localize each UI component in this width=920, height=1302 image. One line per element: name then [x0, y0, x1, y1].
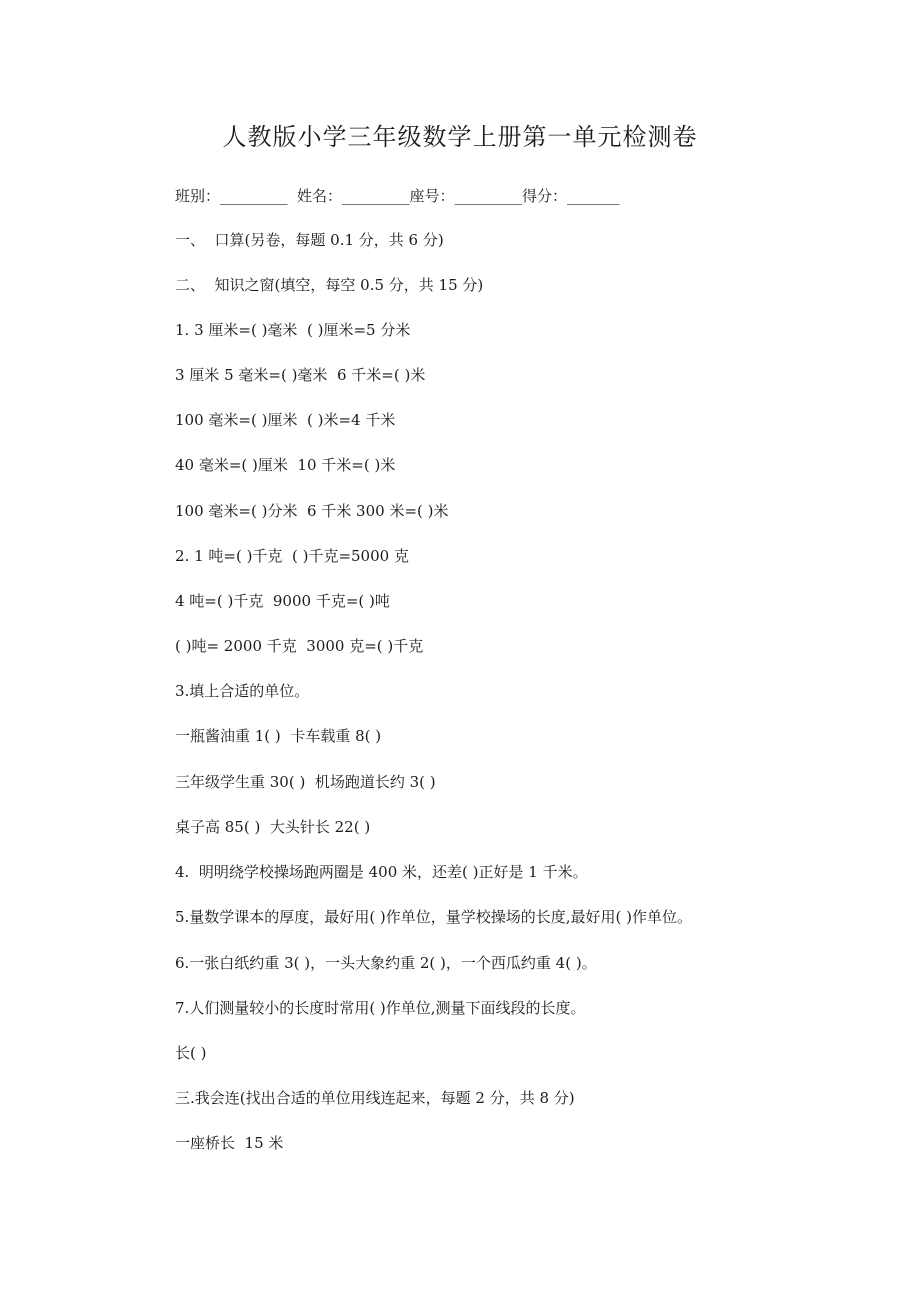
question-7-answer: 长( ) [175, 1044, 207, 1062]
section-3-heading: 三.我会连(找出合适的单位用线连起来，每题 2 分，共 8 分) [175, 1089, 575, 1107]
question-4: 4. 明明绕学校操场跑两圈是 400 米，还差( )正好是 1 千米。 [175, 863, 588, 881]
question-7: 7.人们测量较小的长度时常用( )作单位,测量下面线段的长度。 [175, 999, 586, 1017]
section-1-heading: 一、 口算(另卷，每题 0.1 分，共 6 分) [175, 231, 444, 249]
question-2-line-c: ( )吨= 2000 千克 3000 克=( )千克 [175, 637, 424, 655]
section-2-heading: 二、 知识之窗(填空，每空 0.5 分，共 15 分) [175, 276, 484, 294]
section-3-item-a: 一座桥长 15 米 [175, 1134, 284, 1152]
question-5: 5.量数学课本的厚度，最好用( )作单位，量学校操场的长度,最好用( )作单位。 [175, 908, 693, 926]
question-3-heading: 3.填上合适的单位。 [175, 682, 310, 700]
question-6: 6.一张白纸约重 3( )，一头大象约重 2( )，一个西瓜约重 4( )。 [175, 954, 597, 972]
question-1-line-e: 100 毫米=( )分米 6 千米 300 米=( )米 [175, 502, 449, 520]
question-3-line-b: 三年级学生重 30( ) 机场跑道长约 3( ) [175, 773, 436, 791]
page-title: 人教版小学三年级数学上册第一单元检测卷 [222, 123, 698, 151]
question-1-line-a: 1. 3 厘米=( )毫米 ( )厘米=5 分米 [175, 321, 411, 339]
question-3-line-a: 一瓶酱油重 1( ) 卡车载重 8( ) [175, 727, 382, 745]
student-info-line: 班别：_________ 姓名：_________座号：_________得分：_______ [175, 187, 620, 205]
question-3-line-c: 桌子高 85( ) 大头针长 22( ) [175, 818, 371, 836]
question-1-line-b: 3 厘米 5 毫米=( )毫米 6 千米=( )米 [175, 366, 426, 384]
question-2-line-a: 2. 1 吨=( )千克 ( )千克=5000 克 [175, 547, 409, 565]
question-1-line-c: 100 毫米=( )厘米 ( )米=4 千米 [175, 411, 396, 429]
question-2-line-b: 4 吨=( )千克 9000 千克=( )吨 [175, 592, 390, 610]
question-1-line-d: 40 毫米=( )厘米 10 千米=( )米 [175, 456, 396, 474]
